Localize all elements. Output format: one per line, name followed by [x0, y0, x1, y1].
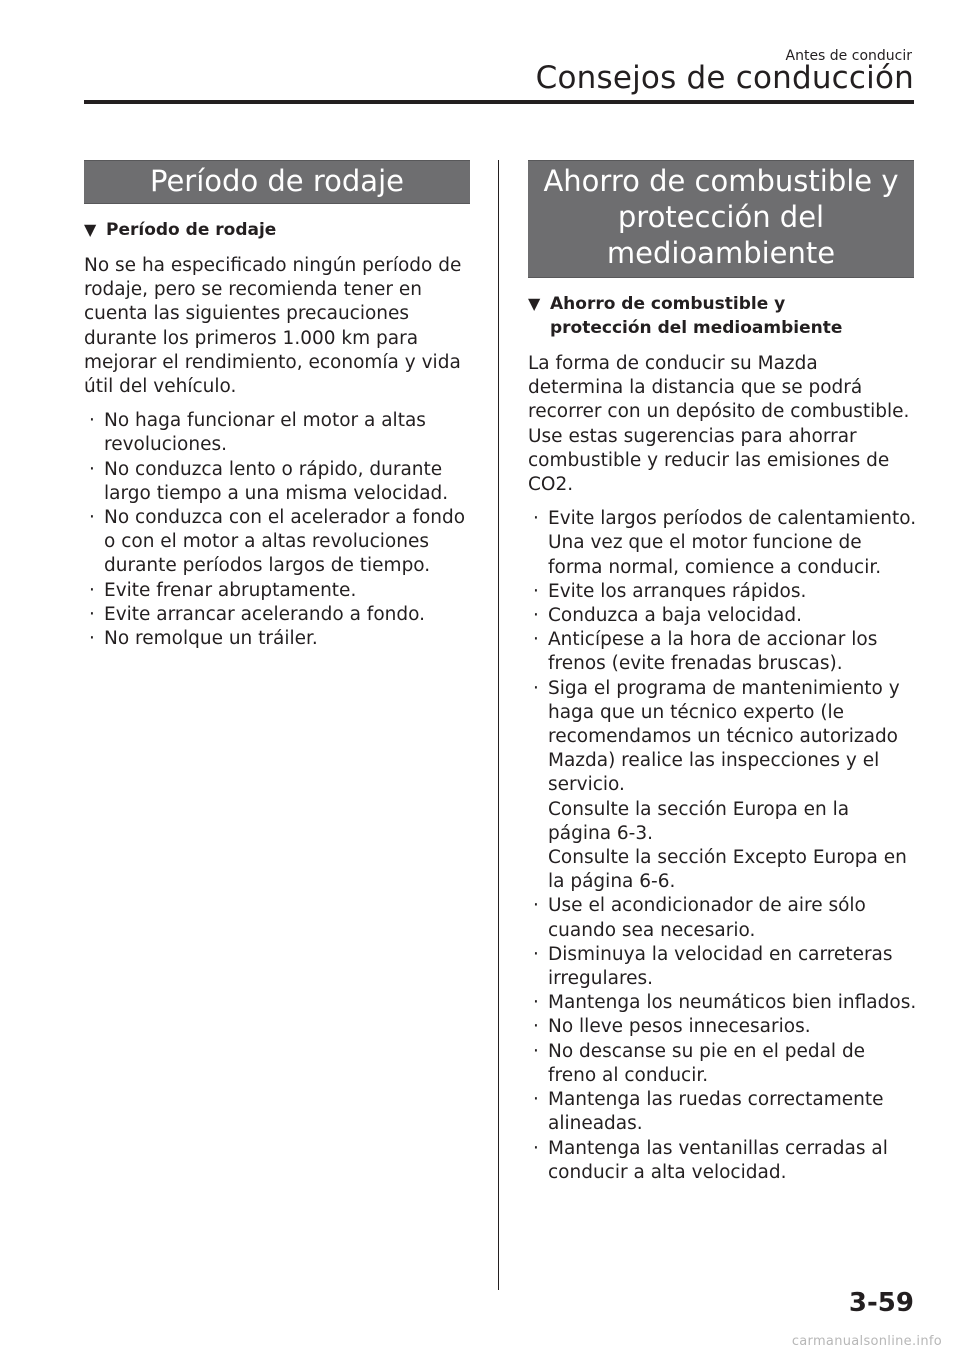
bullet-item: · No descanse su pie en el pedal de freno al conducir.	[533, 1040, 866, 1086]
bullet-dot-icon: ·	[533, 1089, 539, 1111]
rodaje-bullet-list	[84, 409, 474, 651]
bullet-item: · No haga funcionar el motor a altas revoluciones.	[89, 410, 426, 456]
bullet-dot-icon: ·	[533, 1040, 539, 1062]
bullet-dot-icon: ·	[89, 410, 95, 432]
bullet-dot-icon: ·	[533, 1137, 539, 1159]
ahorro-bullet-list	[528, 507, 918, 1185]
bullet-dot-icon: ·	[533, 1016, 539, 1038]
bullet-item: · Evite los arranques rápidos.	[528, 580, 918, 604]
header-rule	[84, 100, 914, 104]
intro-paragraph: No se ha especificado ningún período de rodaje, pero se recomienda tener en cuenta las siguientes precauciones durante los primeros 1.000 km para mejorar el rendimiento, economía y vida útil del vehículo.	[84, 255, 462, 398]
bullet-dot-icon: ·	[533, 629, 539, 651]
subsection-heading-text: Ahorro de combustible y protección del medioambiente	[550, 294, 843, 338]
page-reference: Consulte la sección Excepto Europa en la página 6-6.	[548, 847, 907, 893]
bullet-item: · Mantenga las ruedas correctamente alineadas.	[533, 1089, 884, 1135]
bullet-dot-icon: ·	[89, 628, 95, 650]
bullet-item: · Conduzca a baja velocidad.	[528, 604, 918, 628]
bullet-item: · No conduzca con el acelerador a fondo o con el motor a altas revoluciones durante períodos largos de tiempo.	[89, 507, 466, 577]
page-reference: Consulte la sección Europa en la página 6-3.	[548, 798, 850, 844]
page-number: 3-59	[848, 1288, 914, 1318]
header-title: Consejos de conducción	[535, 60, 914, 96]
subsection-heading-rodaje	[84, 218, 474, 242]
bullet-item: · Evite frenar abruptamente.	[84, 579, 474, 603]
bullet-dot-icon: ·	[533, 677, 539, 699]
bullet-item: · Siga el programa de mantenimiento y haga que un técnico experto (le recomendamos un técnico autorizado Mazda) realice las inspecciones y el servicio. Consulte la sección Europa en la página 6-3. Consulte la sección Excepto Europa en la página 6-6.	[528, 677, 918, 895]
bullet-item: · Evite arrancar acelerando a fondo.	[84, 603, 474, 627]
column-divider	[498, 160, 499, 1290]
triangle-marker-icon: ▼	[84, 220, 97, 239]
subsection-heading-text: Período de rodaje	[106, 220, 277, 240]
bullet-dot-icon: ·	[533, 943, 539, 965]
bullet-dot-icon: ·	[533, 992, 539, 1014]
bullet-dot-icon: ·	[533, 605, 539, 627]
bullet-dot-icon: ·	[89, 458, 95, 480]
triangle-marker-icon: ▼	[528, 294, 541, 313]
bullet-item: · Use el acondicionador de aire sólo cuando sea necesario.	[533, 895, 866, 941]
bullet-dot-icon: ·	[89, 507, 95, 529]
bullet-dot-icon: ·	[533, 895, 539, 917]
bullet-item: · No remolque un tráiler.	[84, 627, 474, 651]
bullet-item: · Mantenga las ventanillas cerradas al conducir a alta velocidad.	[533, 1137, 888, 1183]
site-watermark[interactable]: carmanualsonline.info	[791, 1334, 942, 1349]
bullet-item: · Mantenga los neumáticos bien inflados.	[528, 991, 918, 1015]
header-section-label: Antes de conducir	[785, 48, 912, 64]
bullet-item: · Evite largos períodos de calentamiento. Una vez que el motor funcione de forma normal, comience a conducir.	[533, 508, 917, 578]
bullet-item: · No conduzca lento o rápido, durante largo tiempo a una misma velocidad.	[89, 458, 449, 504]
section-banner-rodaje: Período de rodaje	[84, 160, 470, 204]
left-column	[84, 160, 474, 651]
intro-paragraph: La forma de conducir su Mazda determina la distancia que se podrá recorrer con un depósito de combustible. Use estas sugerencias para ahorrar combustible y reducir las emisiones de CO2.	[528, 353, 910, 496]
section-banner-ahorro: Ahorro de combustible y protección del medioambiente	[528, 160, 914, 278]
bullet-item: · Anticípese a la hora de accionar los frenos (evite frenadas bruscas).	[533, 629, 878, 675]
bullet-item: · Disminuya la velocidad en carreteras irregulares.	[533, 943, 893, 990]
bullet-dot-icon: ·	[533, 580, 539, 602]
subsection-heading-ahorro	[528, 292, 918, 340]
bullet-dot-icon: ·	[89, 603, 95, 625]
bullet-dot-icon: ·	[533, 508, 539, 530]
right-column	[528, 160, 918, 1185]
bullet-dot-icon: ·	[89, 579, 95, 601]
bullet-item: · No lleve pesos innecesarios.	[528, 1015, 918, 1039]
